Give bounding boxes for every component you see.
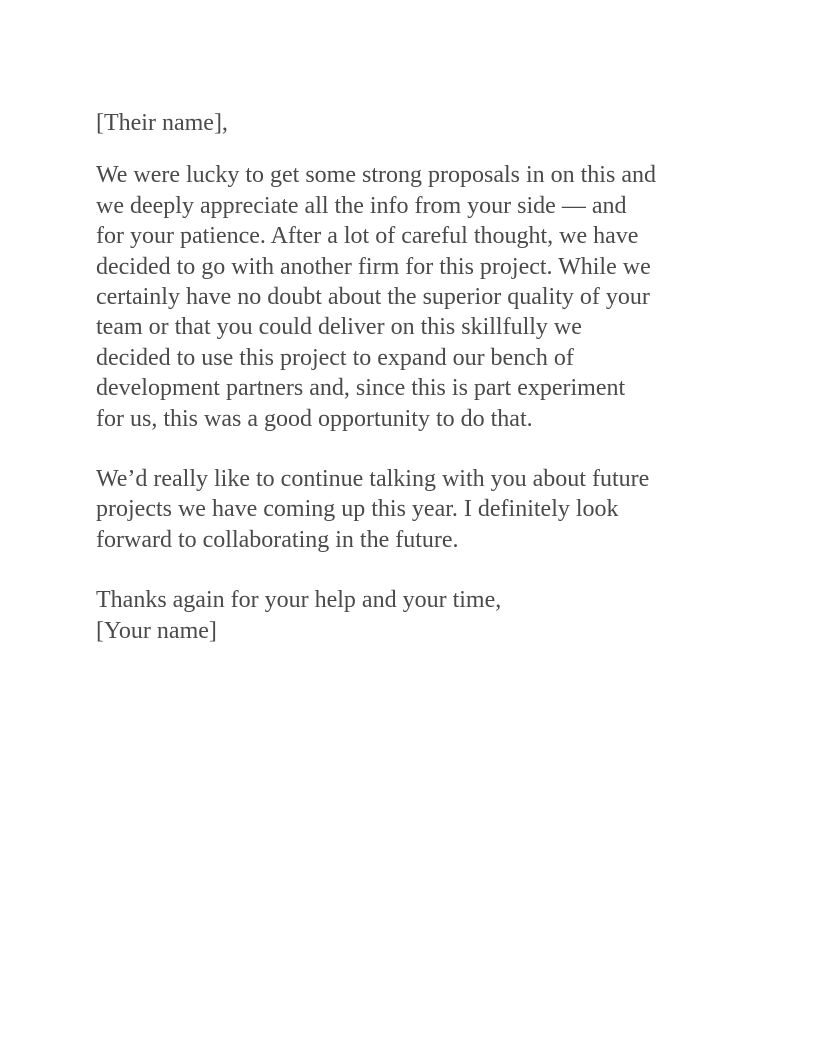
text-line: decided to use this project to expand our bench of [96, 344, 574, 371]
text-line: for us, this was a good opportunity to do that. [96, 405, 533, 432]
closing-text: Thanks again for your help and your time, [96, 587, 502, 614]
salutation: [Their name], [96, 110, 228, 136]
text-line: for your patience. After a lot of careful thought, we have [96, 223, 639, 250]
text-line: decided to go with another firm for this project. While we [96, 253, 651, 280]
letter-body [96, 108, 776, 646]
text-line: forward to collaborating in the future. [96, 526, 459, 553]
text-line: projects we have coming up this year. I definitely look [96, 496, 619, 523]
text-line: certainly have no doubt about the superior quality of your [96, 284, 650, 311]
text-line: We were lucky to get some strong proposals in on this and [96, 162, 656, 189]
signature: [Your name] [96, 617, 217, 644]
text-line: we deeply appreciate all the info from your side — and [96, 192, 627, 219]
closing-block [96, 585, 776, 646]
text-line: We’d really like to continue talking with you about future [96, 466, 650, 493]
text-line: team or that you could deliver on this skillfully we [96, 314, 582, 341]
text-line: development partners and, since this is part experiment [96, 375, 626, 402]
paragraph-decision [96, 160, 776, 434]
paragraph-future [96, 464, 776, 555]
